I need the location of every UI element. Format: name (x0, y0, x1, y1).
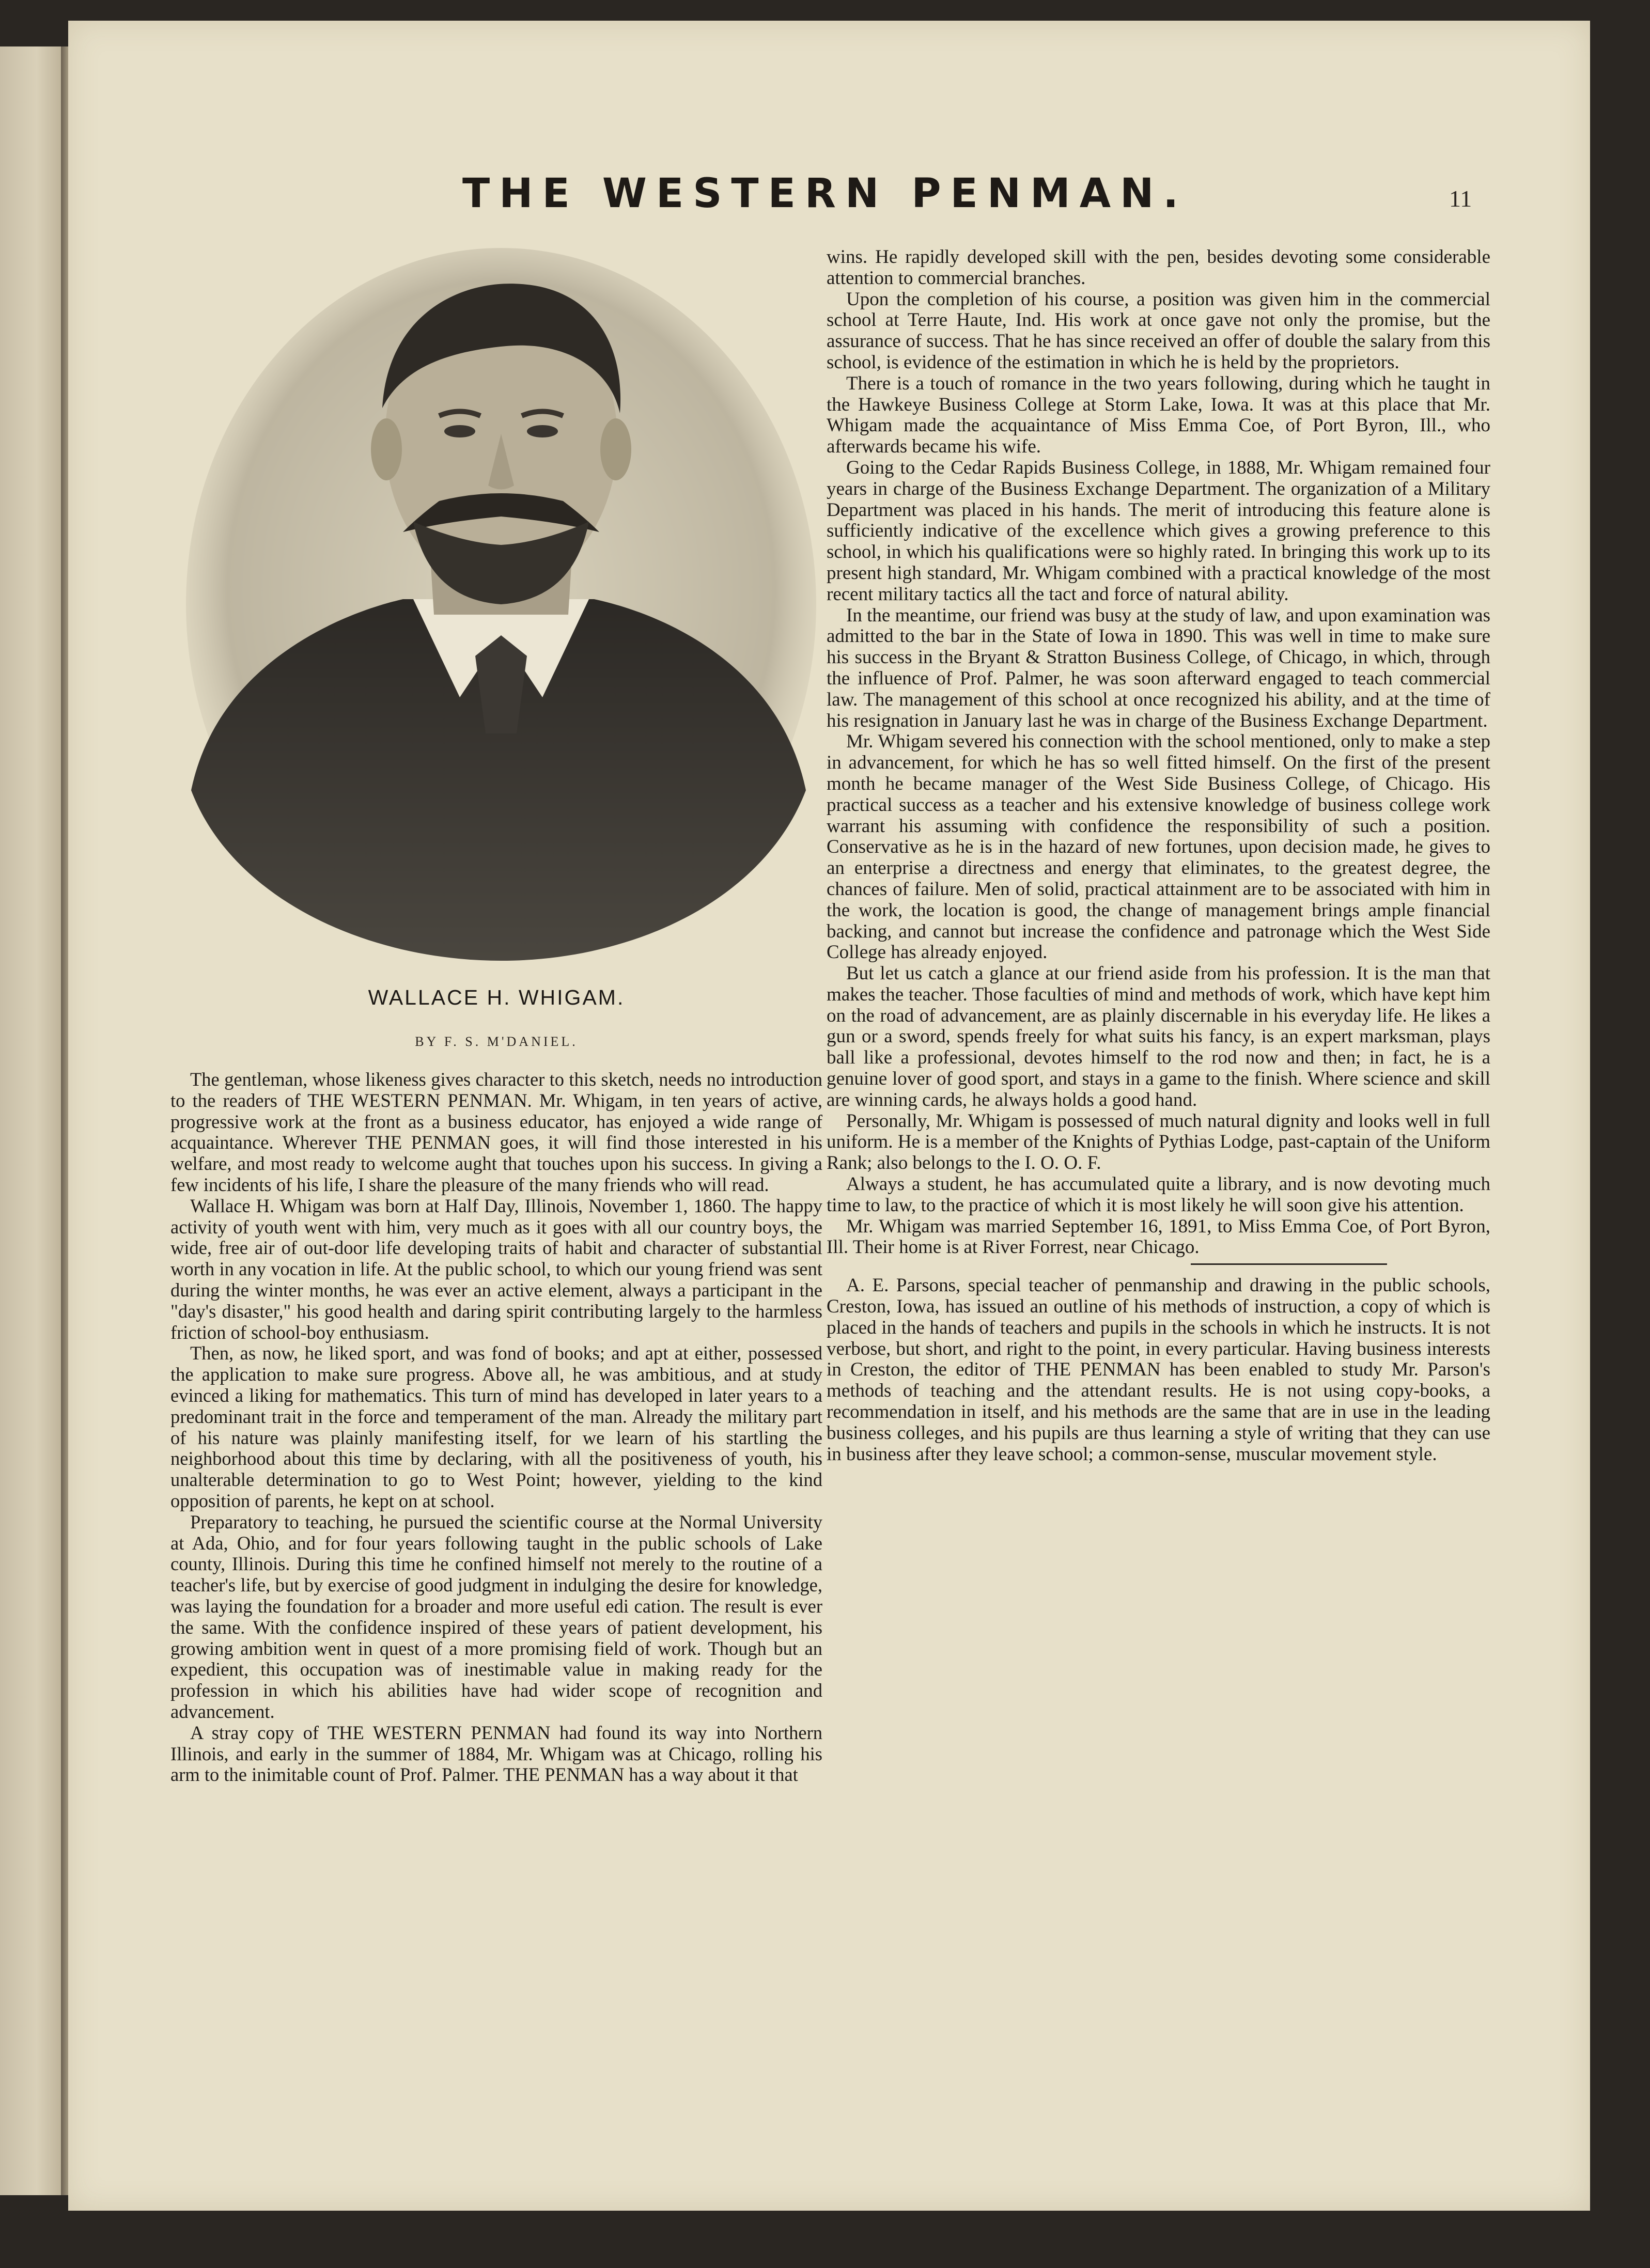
binding-gutter (61, 46, 68, 2195)
portrait-photo (170, 243, 822, 966)
paragraph: Always a student, he has accumulated quite a library, and is now devoting much time to law, to the practice of which it is most likely he will soon give his attention. (827, 1174, 1490, 1216)
facing-page-edge (0, 46, 61, 2195)
paragraph: wins. He rapidly developed skill with the pen, besides devoting some considerable attention to commercial branches. (827, 246, 1490, 289)
paragraph: Going to the Cedar Rapids Business College, in 1888, Mr. Whigam remained four years in charge of the Business Exchange Department. The organization of a Military Department was placed in his hands. The merit of introducing this feature alone is sufficiently indicative of the excellence which gives a growing preference to this school, in which his qualifications were so highly rated. In bringing this work up to its present high standard, Mr. Whigam combined with a practical knowledge of the most recent military tactics all the tact and force of natural ability. (827, 457, 1490, 605)
section-divider-rule (1191, 1263, 1387, 1265)
paragraph: The gentleman, whose likeness gives character to this sketch, needs no introduction to the readers of THE WESTERN PENMAN. Mr. Whigam, in ten years of active, progressive work at the front as a business educator, has enjoyed a wide range of acquaintance. Wherever THE PENMAN goes, it will find those interested in his welfare, and most ready to welcome aught that touches upon his success. In giving a few incidents of his life, I share the pleasure of the many friends who will read. (170, 1069, 822, 1195)
right-column (827, 247, 1490, 2086)
paragraph: There is a touch of romance in the two years following, during which he taught in the Hawkeye Business College at Storm Lake, Iowa. It was at this place that Mr. Whigam made the acquaintance of Miss Emma Coe, of Port Byron, Ill., who afterwards became his wife. (827, 372, 1490, 458)
paragraph: Personally, Mr. Whigam is possessed of much natural dignity and looks well in full uniform. He is a member of the Knights of Pythias Lodge, past-captain of the Uniform Rank; also belongs to the I. O. O. F. (827, 1110, 1490, 1174)
paragraph: Mr. Whigam was married September 16, 1891, to Miss Emma Coe, of Port Byron, Ill. Their home is at River Forrest, near Chicago. (827, 1215, 1490, 1258)
running-head: THE WESTERN PENMAN. (462, 170, 1188, 217)
paragraph: A. E. Parsons, special teacher of penmanship and drawing in the public schools, Creston, Iowa, has issued an outline of his methods of instruction, a copy of which is placed in the hands of teachers and pupils in the schools in which he instructs. It is not verbose, but short, and right to the point, in every particular. Having business interests in Creston, the editor of THE PENMAN has been enabled to study Mr. Parson's methods of teaching and the attendant results. He is not using copy-books, a recommendation in itself, and his methods are the same that are in use in the leading business colleges, and his pupils are thus learning a style of writing that they can use in business after they leave school; a common-sense, muscular movement style. (827, 1275, 1490, 1465)
paragraph: Preparatory to teaching, he pursued the scientific course at the Normal University at Ada, Ohio, and for four years following taught in the public schools of Lake county, Illinois. During this time he confined himself not merely to the routine of a teacher's life, but by exercise of good judgment in indulging the desire for knowledge, was laying the foundation for a broader and more useful edi cation. The result is ever the same. With the confidence inspired of these years of patient development, his growing ambition went in quest of a more promising field of work. Though but an expedient, this occupation was of inestimable value in making ready for the profession in which his abilities have had wider scope of recognition and advancement. (170, 1511, 822, 1722)
paragraph: But let us catch a glance at our friend aside from his profession. It is the man that makes the teacher. Those faculties of mind and methods of work, which have kept him on the road of advancement, are as plainly discernable in his everyday life. He likes a gun or a sword, spends freely for what suits his fancy, is an expert marksman, plays ball like a professional, devotes himself to the rod now and then; in fact, he is a genuine lover of good sport, and stays in a game to the finish. Where science and skill are winning cards, he always holds a good hand. (827, 963, 1490, 1110)
paragraph: A stray copy of THE WESTERN PENMAN had found its way into Northern Illinois, and early in the summer of 1884, Mr. Whigam was at Chicago, rolling his arm to the inimitable count of Prof. Palmer. THE PENMAN has a way about it that (170, 1722, 822, 1786)
left-column (170, 243, 822, 2082)
byline: BY F. S. M'DANIEL. (415, 1034, 578, 1049)
left-column-text (170, 1069, 822, 1786)
page-number: 11 (1449, 185, 1472, 212)
paragraph: Mr. Whigam severed his connection with the school mentioned, only to make a step in advancement, for which he has so well fitted himself. On the first of the present month he became manager of the West Side Business College, of Chicago. His practical success as a teacher and his extensive knowledge of business college work warrant his assuming with confidence the responsibility of such a position. Conservative as he is in the hazard of new fortunes, upon decision made, he gives to an enterprise a directness and energy that eliminates, to the greatest degree, the chances of failure. Men of solid, practical attainment are to be associated with him in the work, the location is good, the change of management brings ample financial backing, and cannot but increase the confidence and patronage which the West Side College has already enjoyed. (827, 731, 1490, 963)
right-column-text (827, 247, 1490, 1465)
paragraph: Then, as now, he liked sport, and was fond of books; and apt at either, possessed the application to make sure progress. Above all, he was ambitious, and at study evinced a liking for mathematics. This turn of mind has developed in later years to a predominant trait in the force and temperament of the man. Already the military part of his nature was plainly manifesting itself, for we learn of his startling the neighborhood about this time by declaring, with all the positiveness of youth, his unalterable determination to go to West Point; however, yielding to the kind opposition of parents, he kept on at school. (170, 1342, 822, 1511)
paragraph: In the meantime, our friend was busy at the study of law, and upon examination was admitted to the bar in the State of Iowa in 1890. This was well in time to make sure his success in the Bryant & Stratton Business College, of Chicago, in which, through the influence of Prof. Palmer, he was soon afterward engaged to teach commercial law. The management of this school at once recognized his ability, and at the time of his resignation in January last he was in charge of the Business Exchange Department. (827, 604, 1490, 731)
article-title: WALLACE H. WHIGAM. (368, 986, 625, 1009)
paragraph: Upon the completion of his course, a position was given him in the commercial school at Terre Haute, Ind. His work at once gave not only the promise, but the assurance of success. That he has since received an offer of double the salary from this school, is evidence of the estimation in which he is held by the proprietors. (827, 288, 1490, 373)
paragraph: Wallace H. Whigam was born at Half Day, Illinois, November 1, 1860. The happy activity of youth went with him, very much as it goes with all our country boys, the wide, free air of out-door life developing traits of habit and character of substantial worth in any vocation in life. At the public school, to which our young friend was sent during the winter months, he was ever an active element, always a participant in the "day's disaster," his good health and daring spirit contributing largely to the harmless friction of school-boy enthusiasm. (170, 1195, 822, 1343)
